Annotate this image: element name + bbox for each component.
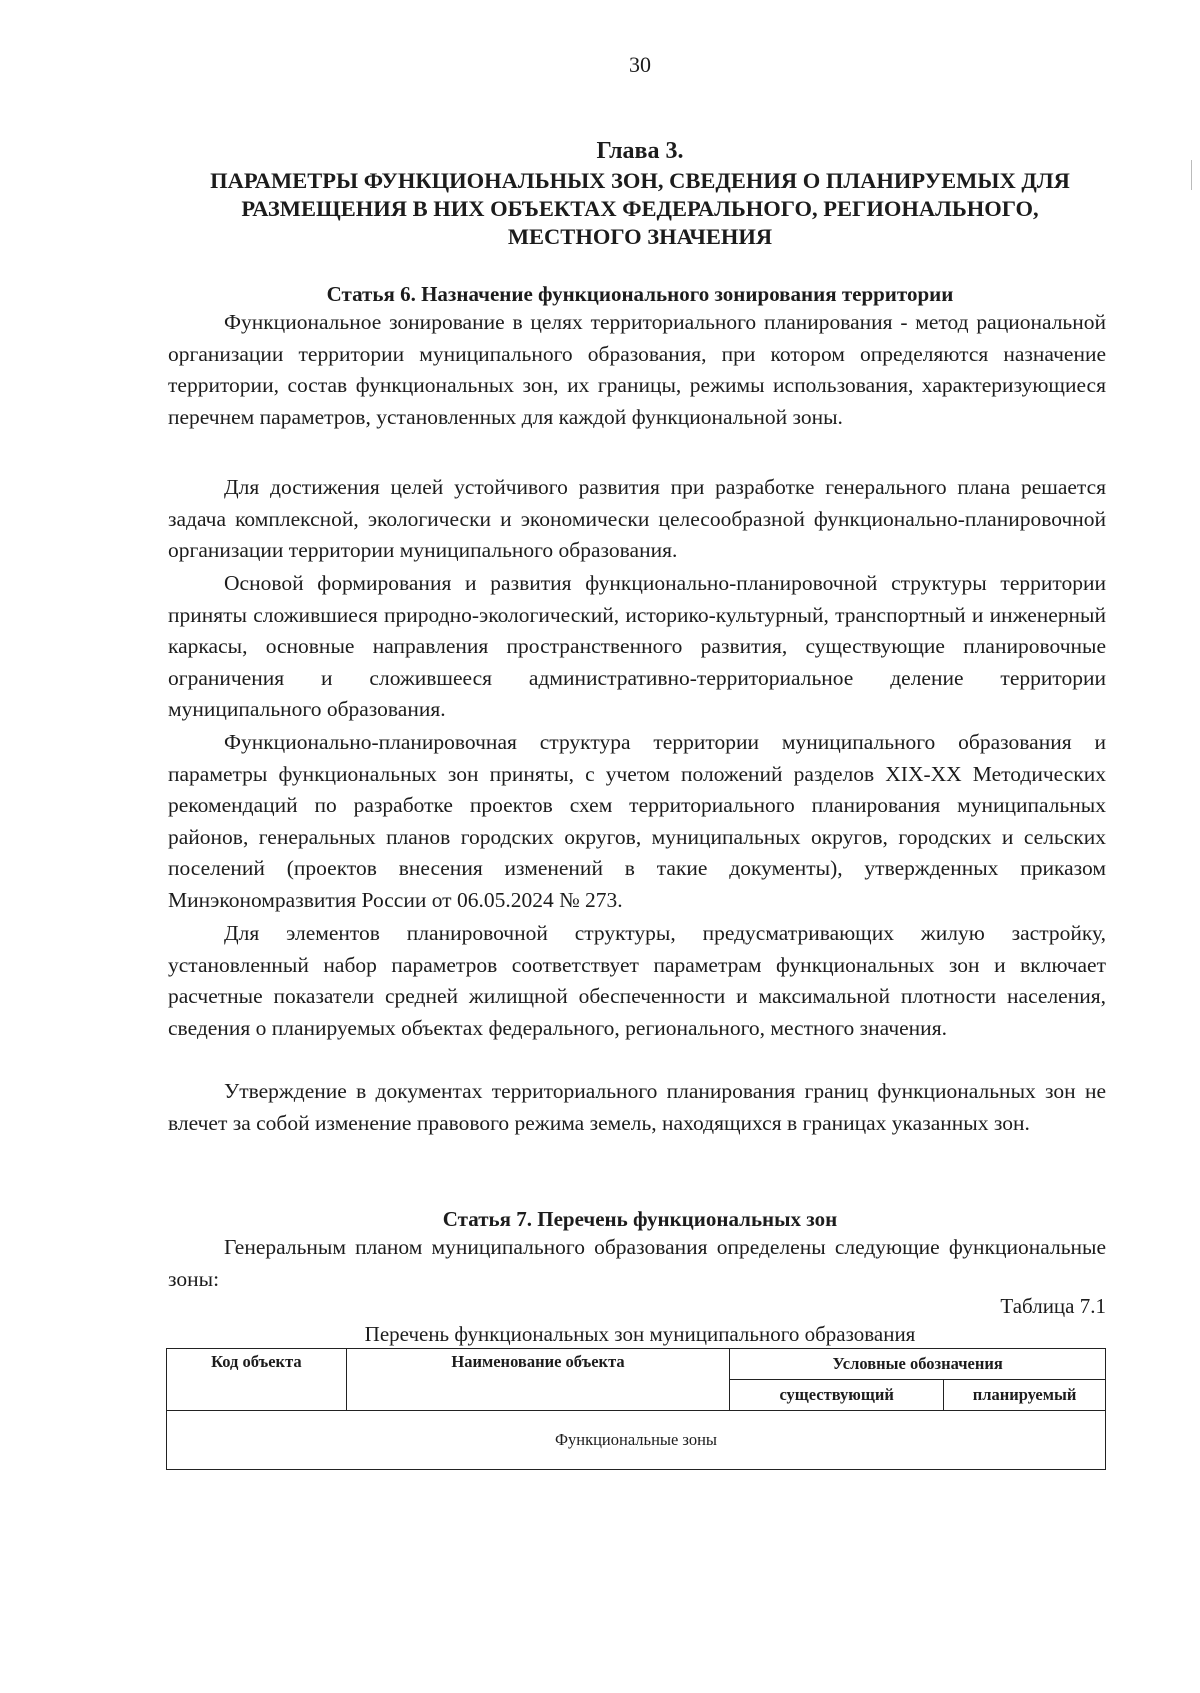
functional-zones-table [166,1348,1106,1470]
table-number: Таблица 7.1 [1000,1294,1106,1318]
paragraph: Утверждение в документах территориального планирования границ функциональных зон не влечет за собой изменение правового режима земель, находящихся в границах указанных зон. [168,1079,1106,1135]
header-existing: существующий [730,1380,944,1411]
paragraph: Функциональное зонирование в целях территориального планирования - метод рациональной организации территории муниципального образования, при котором определяются назначение территории, состав функциональных зон, их границы, режимы использования, характеризующиеся перечнем параметров, установленных для каждой функциональной зоны. [168,310,1106,429]
group-label: Функциональные зоны [167,1411,1106,1470]
scan-edge-mark [1191,160,1192,190]
header-name: Наименование объекта [346,1349,729,1411]
chapter-title [160,167,1120,251]
article-6-title: Статья 6. Назначение функционального зонирования территории [326,282,954,306]
table-header-row [167,1349,1106,1380]
table-title: Перечень функциональных зон муниципального образования [364,1322,916,1346]
page-number: 30 [629,52,651,77]
chapter-title-line: ПАРАМЕТРЫ ФУНКЦИОНАЛЬНЫХ ЗОН, СВЕДЕНИЯ О ПЛАНИРУЕМЫХ ДЛЯ [210,168,1070,193]
chapter-label: Глава 3. [596,138,684,164]
paragraph: Для элементов планировочной структуры, предусматривающих жилую застройку, установленный набор параметров соответствует параметрам функциональных зон и включает расчетные показатели средней жилищной обеспеченности и максимальной плотности населения, сведения о планируемых объектах федерального, регионального, местного значения. [168,921,1106,1040]
chapter-title-line: РАЗМЕЩЕНИЯ В НИХ ОБЪЕКТАХ ФЕДЕРАЛЬНОГО, РЕГИОНАЛЬНОГО, [241,196,1039,221]
paragraph: Основой формирования и развития функционально-планировочной структуры территории приняты сложившиеся природно-экологический, историко-культурный, транспортный и инженерный каркасы, основные направления пространственного развития, существующие планировочные ограничения и сложившееся административно-территориальное деление территории муниципального образования. [168,571,1106,722]
article-7-title: Статья 7. Перечень функциональных зон [442,1207,838,1231]
header-code: Код объекта [167,1349,347,1411]
paragraph: Функционально-планировочная структура территории муниципального образования и параметры функциональных зон приняты, с учетом положений разделов XIX-XX Методических рекомендаций по разработке проектов схем территориального планирования муниципальных районов, генеральных планов городских округов, муниципальных округов, городских и сельских поселений (проектов внесения изменений в такие документы), утвержденных приказом Минэкономразвития России от 06.05.2024 № 273. [168,730,1106,912]
header-planned: планируемый [944,1380,1106,1411]
chapter-title-line: МЕСТНОГО ЗНАЧЕНИЯ [507,224,773,249]
table-group-row [167,1411,1106,1470]
paragraph: Для достижения целей устойчивого развития при разработке генерального плана решается задача комплексной, экологически и экономически целесообразной функционально-планировочной организации территории муниципального образования. [168,475,1106,563]
header-symbols: Условные обозначения [730,1349,1106,1380]
paragraph: Генеральным планом муниципального образования определены следующие функциональные зоны: [168,1235,1106,1291]
